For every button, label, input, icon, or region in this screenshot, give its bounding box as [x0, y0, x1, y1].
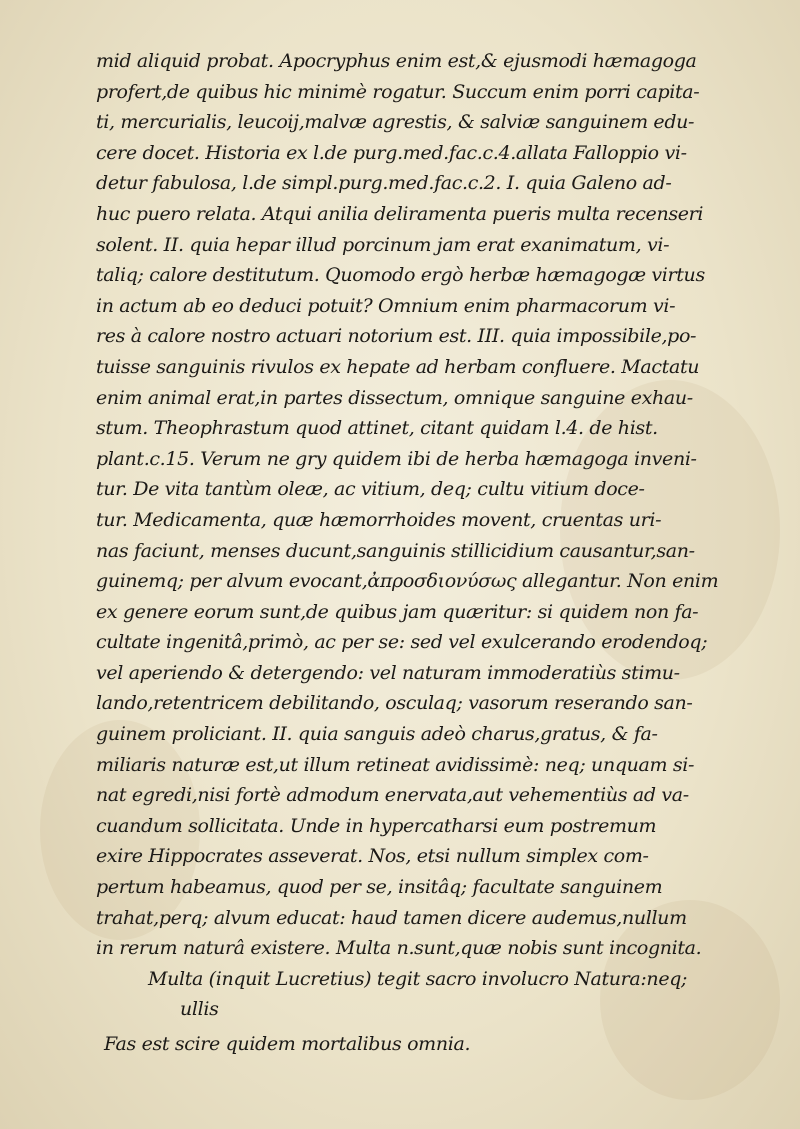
text-line: tur. De vita tantùm oleæ, ac vitium, deq; cultu vitium doce- — [96, 478, 645, 501]
text-line: cere docet. Historia ex l.de purg.med.fac.c.4.allata Falloppio vi- — [96, 141, 687, 164]
text-line: tur. Medicamenta, quæ hæmorrhoides movent, cruentas uri- — [96, 508, 662, 531]
text-line: res à calore nostro actuari notorium est. III. quia impossibile,po- — [96, 325, 697, 348]
text-line: detur fabulosa, l.de simpl.purg.med.fac.c.2. I. quia Galeno ad- — [96, 172, 672, 195]
verse-line: Multa (inquit Lucretius) tegit sacro involucro Natura:neq; — [148, 967, 688, 990]
text-line: nas faciunt, menses ducunt,sanguinis stillicidium causantur,san- — [96, 539, 695, 562]
body-text — [96, 46, 756, 1060]
text-line: cultate ingenitâ,primò, ac per se: sed vel exulcerando erodendoq; — [96, 631, 708, 654]
text-line: ex genere eorum sunt,de quibus jam quæritur: si quidem non fa- — [96, 600, 699, 623]
text-line: vel aperiendo & detergendo: vel naturam immoderatiùs stimu- — [96, 661, 680, 684]
verse-line: Fas est scire quidem mortalibus omnia. — [104, 1033, 471, 1055]
text-line: in actum ab eo deduci potuit? Omnium enim pharmacorum vi- — [96, 294, 676, 317]
text-line: enim animal erat,in partes dissectum, omnique sanguine exhau- — [96, 386, 693, 409]
text-line: mid aliquid probat. Apocryphus enim est,& ejusmodi hæmagoga — [96, 50, 697, 72]
text-line: trahat,perq; alvum educat: haud tamen dicere audemus,nullum — [96, 906, 687, 929]
text-line: solent. II. quia hepar illud porcinum jam erat exanimatum, vi- — [96, 233, 670, 256]
verse-line: ullis — [180, 998, 219, 1021]
text-line: exire Hippocrates asseverat. Nos, etsi nullum simplex com- — [96, 845, 649, 868]
text-line: in rerum naturâ existere. Multa n.sunt,quæ nobis sunt incognita. — [96, 937, 702, 960]
text-line: lando,retentricem debilitando, osculaq; vasorum reserando san- — [96, 692, 693, 715]
text-line: guinem proliciant. II. quia sanguis adeò charus,gratus, & fa- — [96, 723, 658, 746]
text-line: pertum habeamus, quod per se, insitâq; facultate sanguinem — [96, 876, 663, 899]
text-line: miliaris naturæ est,ut illum retineat avidissimè: neq; unquam si- — [96, 753, 695, 776]
text-line: huc puero relata. Atqui anilia deliramenta pueris multa recenseri — [96, 202, 704, 225]
text-line: cuandum sollicitata. Unde in hypercatharsi eum postremum — [96, 814, 657, 837]
text-line: guinemq; per alvum evocant,ἀπροσδιονύσως allegantur. Non enim — [96, 570, 719, 593]
text-line: nat egredi,nisi fortè admodum enervata,aut vehementiùs ad va- — [96, 784, 689, 807]
text-line: stum. Theophrastum quod attinet, citant quidam l.4. de hist. — [96, 417, 658, 440]
text-line: plant.c.15. Verum ne gry quidem ibi de herba hæmagoga inveni- — [96, 447, 697, 470]
text-line: ti, mercurialis, leucoij,malvæ agrestis, & salviæ sanguinem edu- — [96, 111, 695, 134]
text-line: taliq; calore destitutum. Quomodo ergò herbæ hæmagogæ virtus — [96, 264, 705, 287]
text-line: profert,de quibus hic minimè rogatur. Succum enim porri capita- — [96, 80, 700, 103]
text-line: tuisse sanguinis rivulos ex hepate ad herbam confluere. Mactatu — [96, 355, 700, 378]
